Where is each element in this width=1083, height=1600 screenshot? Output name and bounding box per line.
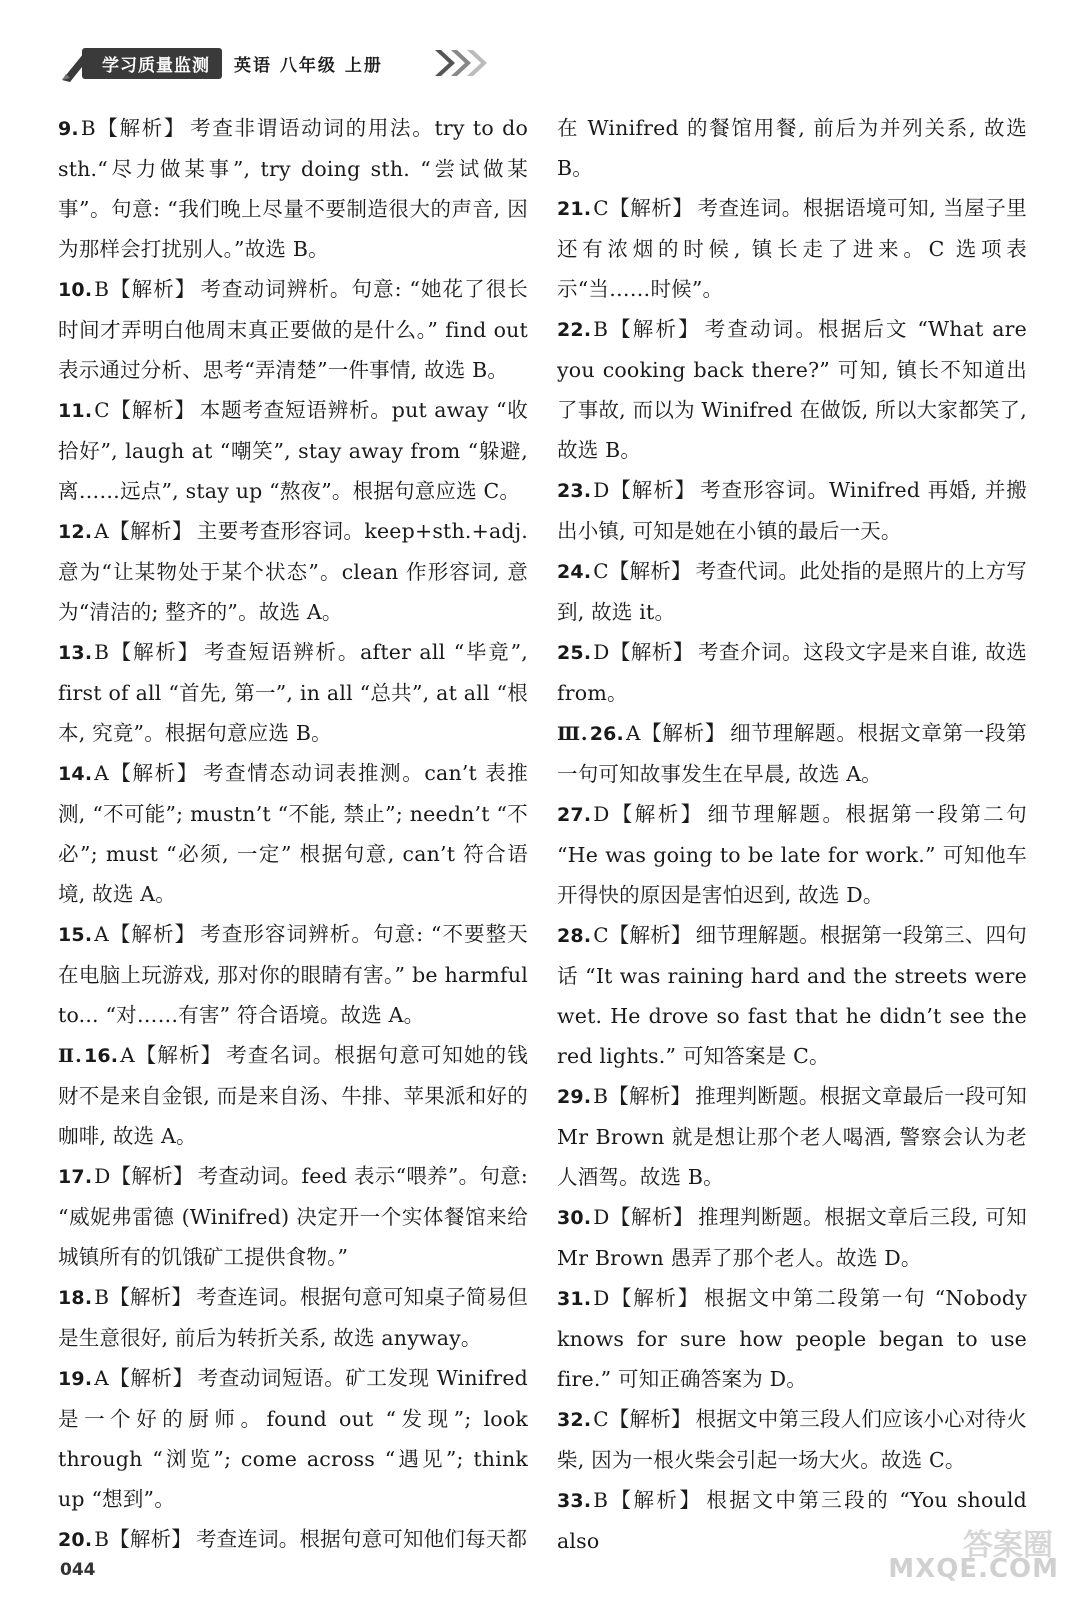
page-header xyxy=(58,40,498,84)
arrows-decoration-icon xyxy=(433,48,493,78)
watermark-logo: 答案圈 xyxy=(963,1528,1053,1563)
section-number: Ⅱ. xyxy=(58,1045,82,1067)
answer-entry: 29. B【解析】 推理判断题。根据文章最后一段可知 Mr Brown 就是想让那个老人喝酒, 警察会认为老人酒驾。故选 B。 xyxy=(557,1084,1027,1189)
answer-entry: 15. A【解析】 考查形容词辨析。句意: “不要整天在电脑上玩游戏, 那对你的眼睛有害。” be harmful to... “对……有害” 符合语境。故选 A。 xyxy=(58,922,528,1027)
answer-column-left xyxy=(58,108,528,1560)
answer-entry: 14. A【解析】 考查情态动词表推测。can’t 表推测, “不可能”; mustn’t “不能, 禁止”; needn’t “不必”; must “必须, 一定” 根据句意, can’t 符合语境, 故选 A。 xyxy=(58,761,528,906)
page-number: 044 xyxy=(60,1560,96,1580)
answer-entry: 31. D【解析】 根据文中第二段第一句 “Nobody knows for sure how people began to use fire.” 可知正确答案为 D。 xyxy=(557,1286,1027,1391)
answer-column-right xyxy=(557,108,1027,1561)
answer-entry: 25. D【解析】 考查介词。这段文字是来自谁, 故选 from。 xyxy=(557,640,1027,705)
answer-entry: 20. B【解析】 考查连词。根据句意可知他们每天都 xyxy=(58,1527,528,1551)
answer-entry: 30. D【解析】 推理判断题。根据文章后三段, 可知 Mr Brown 愚弄了那个老人。故选 D。 xyxy=(557,1205,1027,1270)
header-bar xyxy=(82,49,422,77)
answer-entry: 9. B【解析】 考查非谓语动词的用法。try to do sth.“尽力做某事”, try doing sth. “尝试做某事”。句意: “我们晚上尽量不要制造很大的声音, 因为那样会打扰别人。”故选 B。 xyxy=(58,116,528,261)
answer-entry: 18. B【解析】 考查连词。根据句意可知桌子简易但是生意很好, 前后为转折关系, 故选 anyway。 xyxy=(58,1285,528,1350)
answer-entry: 10. B【解析】 考查动词辨析。句意: “她花了很长时间才弄明白他周末真正要做的是什么。” find out 表示通过分析、思考“弄清楚”一件事情, 故选 B。 xyxy=(58,277,528,382)
answer-entry: 11. C【解析】 本题考查短语辨析。put away “收拾好”, laugh at “嘲笑”, stay away from “躲避, 离……远点”, stay up “熬夜”。根据句意应选 C。 xyxy=(58,398,528,503)
watermark-site: MXQE.COM xyxy=(888,1554,1059,1584)
answer-entry-continued: 在 Winifred 的餐馆用餐, 前后为并列关系, 故选 B。 xyxy=(557,116,1027,180)
watermark xyxy=(863,1520,1063,1590)
answer-entry: Ⅱ. 16. A【解析】 考查名词。根据句意可知她的钱财不是来自金银, 而是来自汤、牛排、苹果派和好的咖啡, 故选 A。 xyxy=(58,1043,528,1148)
subject-title: 英语 八年级 上册 xyxy=(234,55,383,76)
answer-entry: 27. D【解析】 细节理解题。根据第一段第二句 “He was going to be late for work.” 可知他车开得快的原因是害怕迟到, 故选 D。 xyxy=(557,802,1027,907)
answer-entry: 23. D【解析】 考查形容词。Winifred 再婚, 并搬出小镇, 可知是她在小镇的最后一天。 xyxy=(557,478,1027,543)
series-title: 学习质量监测 xyxy=(82,48,222,79)
answer-entry: 13. B【解析】 考查短语辨析。after all “毕竟”, first of all “首先, 第一”, in all “总共”, at all “根本, 究竟”。根据句意应选 B。 xyxy=(58,640,528,745)
answer-entry: 24. C【解析】 考查代词。此处指的是照片的上方写到, 故选 it。 xyxy=(557,559,1027,624)
answer-entry: 12. A【解析】 主要考查形容词。keep+sth.+adj. 意为“让某物处于某个状态”。clean 作形容词, 意为“清洁的; 整齐的”。故选 A。 xyxy=(58,519,528,624)
answer-entry: 21. C【解析】 考查连词。根据语境可知, 当屋子里还有浓烟的时候, 镇长走了进来。C 选项表示“当……时候”。 xyxy=(557,196,1027,301)
section-number: Ⅲ. xyxy=(557,723,588,745)
answer-entry: 22. B【解析】 考查动词。根据后文 “What are you cooking back there?” 可知, 镇长不知道出了事故, 而以为 Winifred 在做饭, 所以大家都笑了, 故选 B。 xyxy=(557,317,1027,462)
answer-entry: 32. C【解析】 根据文中第三段人们应该小心对待火柴, 因为一根火柴会引起一场大火。故选 C。 xyxy=(557,1407,1027,1472)
answer-entry: Ⅲ. 26. A【解析】 细节理解题。根据文章第一段第一句可知故事发生在早晨, 故选 A。 xyxy=(557,721,1027,786)
answer-entry: 19. A【解析】 考查动词短语。矿工发现 Winifred 是一个好的厨师。found out “发现”; look through “浏览”; come across “遇见”; think up “想到”。 xyxy=(58,1366,528,1511)
answer-entry: 17. D【解析】 考查动词。feed 表示“喂养”。句意: “威妮弗雷德 (Winifred) 决定开一个实体餐馆来给城镇所有的饥饿矿工提供食物。” xyxy=(58,1164,528,1269)
answer-entry: 33. B【解析】 根据文中第三段的 “You should also xyxy=(557,1488,1027,1553)
answer-entry: 28. C【解析】 细节理解题。根据第一段第三、四句话 “It was raining hard and the streets were wet. He drove so fast that he didn’t see the red lights.” 可知答案是 C。 xyxy=(557,923,1027,1068)
